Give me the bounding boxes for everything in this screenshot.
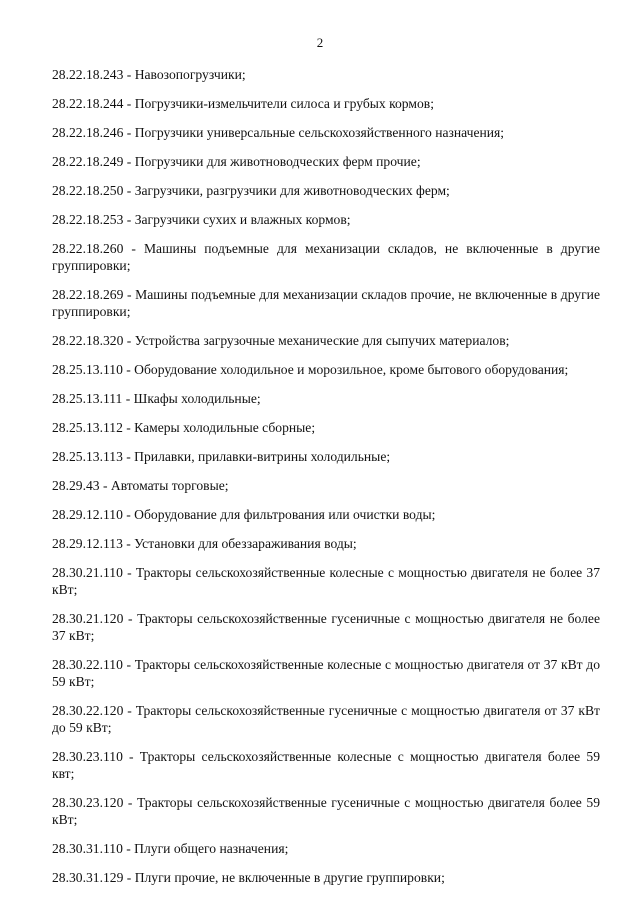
list-item: 28.30.31.129 - Плуги прочие, не включенные в другие группировки; xyxy=(52,870,445,885)
list-item: 28.29.12.110 - Оборудование для фильтрования или очистки воды; xyxy=(52,507,436,522)
list-item: 28.22.18.249 - Погрузчики для животноводческих ферм прочие; xyxy=(52,154,421,169)
list-item: 28.22.18.250 - Загрузчики, разгрузчики для животноводческих ферм; xyxy=(52,183,450,198)
list-item: 28.22.18.260 - Машины подъемные для механизации складов, не включенные в другие группировки; xyxy=(52,241,600,273)
list-item: 28.25.13.112 - Камеры холодильные сборные; xyxy=(52,420,316,435)
list-item: 28.30.21.110 - Тракторы сельскохозяйственные колесные с мощностью двигателя не более 37 кВт; xyxy=(52,565,600,597)
classifier-list xyxy=(52,66,600,898)
list-item: 28.29.43 - Автоматы торговые; xyxy=(52,478,229,493)
list-item: 28.22.18.243 - Навозопогрузчики; xyxy=(52,67,246,82)
list-item: 28.25.13.111 - Шкафы холодильные; xyxy=(52,391,261,406)
list-item: 28.22.18.269 - Машины подъемные для механизации складов прочие, не включенные в другие группировки; xyxy=(52,287,600,319)
list-item: 28.30.31.110 - Плуги общего назначения; xyxy=(52,841,289,856)
list-item: 28.30.21.120 - Тракторы сельскохозяйственные гусеничные с мощностью двигателя не более 37 кВт; xyxy=(52,611,600,643)
list-item: 28.22.18.244 - Погрузчики-измельчители силоса и грубых кормов; xyxy=(52,96,434,111)
list-item: 28.29.12.113 - Установки для обеззараживания воды; xyxy=(52,536,357,551)
list-item: 28.25.13.113 - Прилавки, прилавки-витрины холодильные; xyxy=(52,449,391,464)
list-item: 28.22.18.253 - Загрузчики сухих и влажных кормов; xyxy=(52,212,351,227)
list-item: 28.30.22.110 - Тракторы сельскохозяйственные колесные с мощностью двигателя от 37 кВт до 59 кВт; xyxy=(52,657,600,689)
list-item: 28.22.18.246 - Погрузчики универсальные сельскохозяйственного назначения; xyxy=(52,125,505,140)
list-item: 28.30.22.120 - Тракторы сельскохозяйственные гусеничные с мощностью двигателя от 37 кВт до 59 кВт; xyxy=(52,703,600,735)
list-item: 28.30.23.110 - Тракторы сельскохозяйственные колесные с мощностью двигателя более 59 квт; xyxy=(52,749,600,781)
list-item: 28.22.18.320 - Устройства загрузочные механические для сыпучих материалов; xyxy=(52,333,510,348)
list-item: 28.25.13.110 - Оборудование холодильное и морозильное, кроме бытового оборудования; xyxy=(52,362,569,377)
list-item: 28.30.23.120 - Тракторы сельскохозяйственные гусеничные с мощностью двигателя более 59 кВт; xyxy=(52,795,600,827)
page-number: 2 xyxy=(316,35,324,50)
